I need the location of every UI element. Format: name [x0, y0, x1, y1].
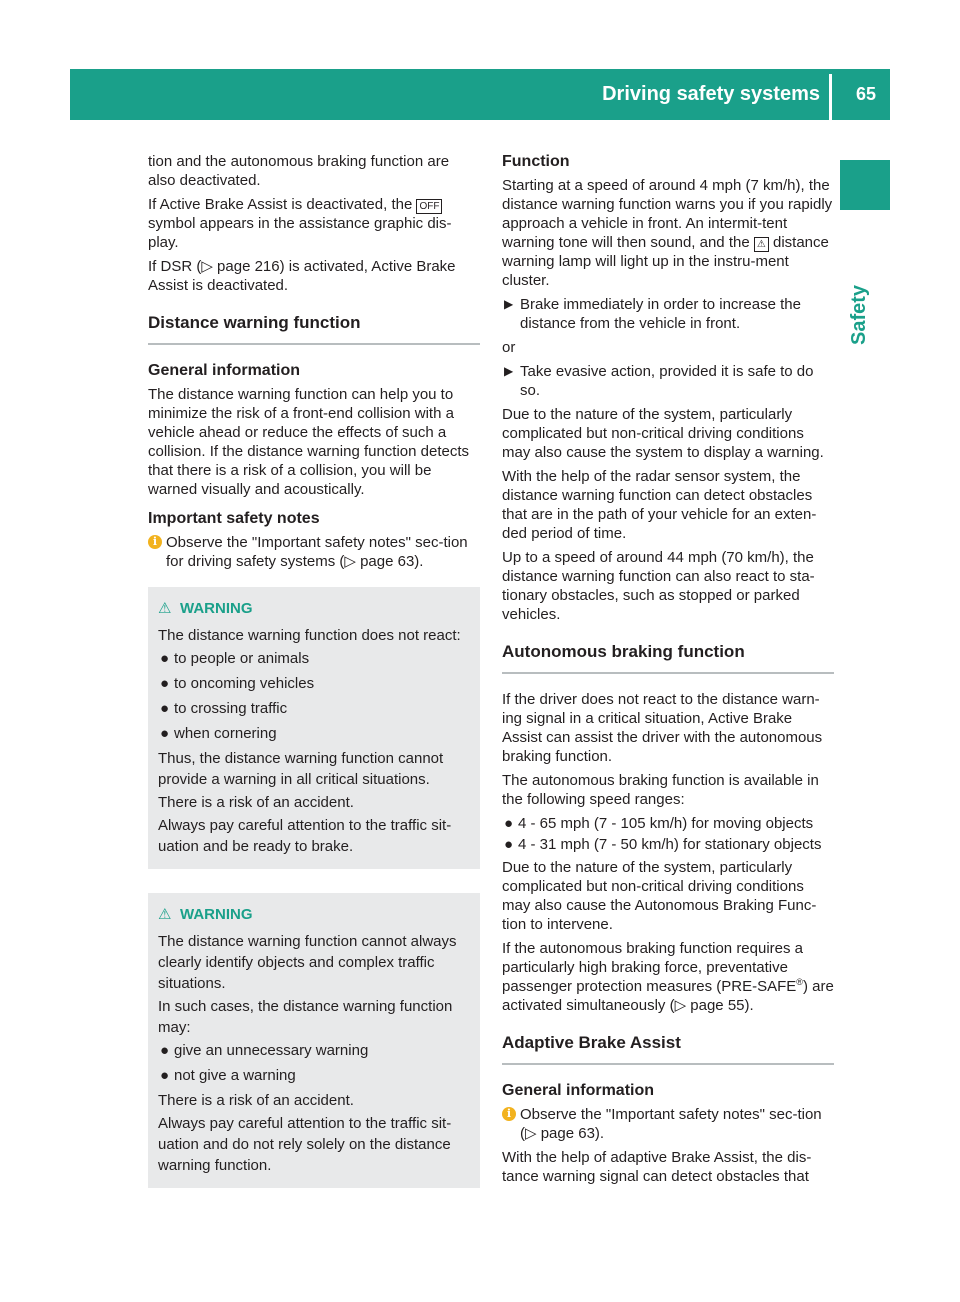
info-text: Observe the "Important safety notes" sec-tion for driving safety systems (▷ page 63).: [166, 534, 468, 570]
paragraph: [502, 176, 834, 290]
instruction-step: [502, 362, 834, 400]
side-tab-label: Safety: [848, 284, 870, 345]
list-item: [158, 1040, 470, 1061]
list-item-text: to oncoming vehicles: [174, 675, 315, 692]
text: If the autonomous braking function requires a particularly high braking force, preventative passenger protection measures (PRE-SAFE: [502, 940, 804, 995]
list-item-text: give an unnecessary warning: [174, 1042, 369, 1059]
paragraph: tion and the autonomous braking function are also deactivated.: [148, 153, 450, 189]
registered-mark: ®: [796, 977, 803, 987]
heading-general-information: General information: [148, 362, 301, 379]
bullet-icon: ●: [160, 675, 170, 692]
side-tab-block: [840, 160, 890, 210]
heading-general-information: General information: [502, 1082, 655, 1099]
list-item: [158, 673, 470, 694]
page-number: 65: [855, 84, 876, 104]
bullet-icon: ●: [504, 836, 514, 853]
brake-assist-off-icon: OFF: [416, 199, 442, 214]
bullet-icon: ●: [160, 1067, 170, 1084]
list-item-text: to people or animals: [174, 650, 310, 667]
step-arrow-icon: ▶: [504, 364, 514, 378]
paragraph: Always pay careful attention to the traffic sit-uation and be ready to brake.: [158, 817, 452, 855]
warning-box: [148, 587, 480, 869]
heading-distance-warning: Distance warning function: [148, 300, 480, 345]
list-item: [502, 835, 834, 854]
bullet-icon: ●: [504, 815, 514, 832]
bullet-icon: ●: [160, 700, 170, 717]
list-item-text: to crossing traffic: [174, 700, 288, 717]
paragraph: Due to the nature of the system, particularly complicated but non-critical driving conditions may also cause the system to display a warning.: [502, 406, 824, 461]
instruction-step: [502, 295, 834, 333]
heading-autonomous-braking: Autonomous braking function: [502, 629, 834, 674]
paragraph: If DSR (▷ page 216) is activated, Active Brake Assist is deactivated.: [148, 258, 456, 294]
heading-function: Function: [502, 153, 570, 170]
warning-box: [148, 893, 480, 1188]
bullet-list: [502, 814, 834, 854]
list-item: [158, 648, 470, 669]
list-item-text: when cornering: [174, 725, 277, 742]
paragraph: [148, 195, 480, 252]
list-item: [158, 723, 470, 744]
list-item: [502, 814, 834, 833]
text: Starting at a speed of around 4 mph (7 km/h), the distance warning function warns you if you rapidly approach a vehicle in front. An intermit-tent warning tone will then sound, and the: [502, 177, 833, 251]
warning-triangle-icon: ⚠: [158, 600, 172, 617]
header-bar: [70, 69, 890, 120]
warning-label: WARNING: [180, 600, 253, 617]
list-item-text: 4 - 65 mph (7 - 105 km/h) for moving objects: [518, 815, 814, 832]
left-column: [148, 152, 480, 1212]
step-text: Brake immediately in order to increase the distance from the vehicle in front.: [520, 296, 801, 332]
distance-warning-lamp-icon: ⚠: [754, 237, 769, 252]
paragraph: The autonomous braking function is available in the following speed ranges:: [502, 772, 819, 808]
paragraph: There is a risk of an accident.: [158, 1092, 354, 1109]
paragraph: or: [502, 339, 516, 356]
info-icon: i: [148, 535, 162, 549]
text: distance warning lamp will light up in the instru-ment cluster.: [502, 234, 829, 289]
paragraph: With the help of adaptive Brake Assist, the dis-tance warning signal can detect obstacles that: [502, 1149, 812, 1185]
right-column: [502, 152, 834, 1191]
step-arrow-icon: ▶: [504, 297, 514, 311]
list-item-text: 4 - 31 mph (7 - 50 km/h) for stationary objects: [518, 836, 822, 853]
bullet-icon: ●: [160, 725, 170, 742]
text: If Active Brake Assist is deactivated, the: [148, 196, 413, 213]
paragraph: The distance warning function can help you to minimize the risk of a front-end collision with a vehicle ahead or reduce the effects of such a collision. If the distance warning function detects that there is a risk of a collision, you will be warned visually and acoustically.: [148, 386, 470, 498]
header-divider: [829, 74, 832, 120]
info-icon: i: [502, 1107, 516, 1121]
bullet-list: [158, 648, 470, 744]
list-item: [158, 698, 470, 719]
warning-heading: [158, 905, 470, 925]
text: ) are activated simultaneously (▷ page 55).: [502, 978, 834, 1014]
warning-label: WARNING: [180, 906, 253, 923]
info-note: [502, 1105, 834, 1143]
list-item-text: not give a warning: [174, 1067, 296, 1084]
warning-heading: [158, 599, 470, 619]
info-note: [148, 533, 480, 571]
step-text: Take evasive action, provided it is safe to do so.: [520, 363, 814, 399]
paragraph: If the driver does not react to the distance warn-ing signal in a critical situation, Active Brake Assist can assist the driver with the autonomous braking function.: [502, 691, 823, 765]
info-text: Observe the "Important safety notes" sec-tion (▷ page 63).: [520, 1106, 822, 1142]
paragraph: The distance warning function cannot always clearly identify objects and complex traffic situations.: [158, 933, 457, 992]
list-item: [158, 1065, 470, 1086]
paragraph: Up to a speed of around 44 mph (70 km/h), the distance warning function can also react to sta-tionary obstacles, such as stopped or parked vehicles.: [502, 549, 815, 623]
paragraph: Due to the nature of the system, particularly complicated but non-critical driving conditions may also cause the Autonomous Braking Func-tion to intervene.: [502, 859, 817, 933]
heading-adaptive-brake-assist: Adaptive Brake Assist: [502, 1020, 834, 1065]
warning-triangle-icon: ⚠: [158, 906, 172, 923]
paragraph: The distance warning function does not react:: [158, 627, 461, 644]
paragraph: There is a risk of an accident.: [158, 794, 354, 811]
paragraph: With the help of the radar sensor system, the distance warning function can detect obstacles that are in the path of your vehicle for an exten-ded period of time.: [502, 468, 817, 542]
paragraph: Always pay careful attention to the traffic sit-uation and do not rely solely on the distance warning function.: [158, 1115, 452, 1174]
section-title: Driving safety systems: [602, 83, 820, 105]
paragraph: [502, 939, 834, 1015]
bullet-icon: ●: [160, 650, 170, 667]
heading-safety-notes: Important safety notes: [148, 510, 320, 527]
text: symbol appears in the assistance graphic dis-play.: [148, 215, 452, 251]
bullet-list: [158, 1040, 470, 1086]
paragraph: Thus, the distance warning function cannot provide a warning in all critical situations.: [158, 750, 444, 788]
paragraph: In such cases, the distance warning function may:: [158, 998, 453, 1036]
bullet-icon: ●: [160, 1042, 170, 1059]
